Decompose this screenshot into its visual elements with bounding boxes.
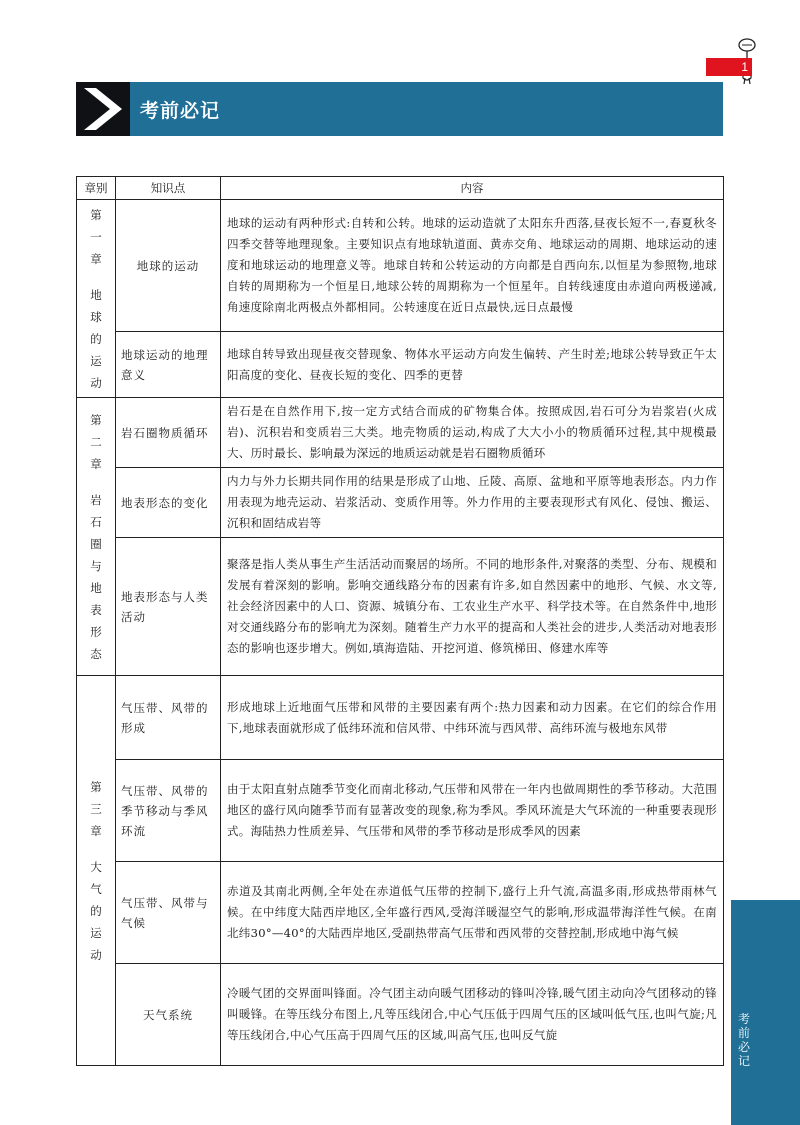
topic-cell: 天气系统 (116, 964, 221, 1066)
chapter-label: 第三章 大气的运动 (77, 676, 116, 1066)
content-cell: 形成地球上近地面气压带和风带的主要因素有两个:热力因素和动力因素。在它们的综合作用下,地球表面就形成了低纬环流和信风带、中纬环流与西风带、高纬环流与极地东风带 (221, 676, 724, 760)
content-cell: 由于太阳直射点随季节变化而南北移动,气压带和风带在一年内也做周期性的季节移动。大范围地区的盛行风向随季节而有显著改变的现象,称为季风。季风环流是大气环流的一种重要表现形式。海陆热力性质差异、气压带和风带的季节移动是形成季风的因素 (221, 760, 724, 862)
topic-cell: 气压带、风带的形成 (116, 676, 221, 760)
content-cell: 地球的运动有两种形式:自转和公转。地球的运动造就了太阳东升西落,昼夜长短不一,春夏秋冬四季交替等地理现象。主要知识点有地球轨道面、黄赤交角、地球运动的周期、地球运动的速度和地球运动的地理意义等。地球自转和公转运动的方向都是自西向东,以恒星为参照物,地球自转的周期称为一个恒星日,地球公转的周期称为一个恒星年。自转线速度由赤道向两极递减,角速度除南北两极点外都相同。公转速度在近日点最快,远日点最慢 (221, 200, 724, 332)
table-row (77, 200, 724, 332)
topic-cell: 地球运动的地理意义 (116, 332, 221, 398)
topic-cell: 地表形态的变化 (116, 468, 221, 538)
side-tab-label: 考前必记 (738, 1012, 751, 1068)
table-row (77, 398, 724, 468)
table-row (77, 862, 724, 964)
table-row (77, 964, 724, 1066)
table-row (77, 332, 724, 398)
header-chapter: 章别 (77, 177, 116, 200)
chevron-right-icon (76, 82, 130, 136)
table-header-row (77, 177, 724, 200)
chapter-label: 第二章 岩石圈与地表形态 (77, 398, 116, 676)
content-cell: 内力与外力长期共同作用的结果是形成了山地、丘陵、高原、盆地和平原等地表形态。内力作用表现为地壳运动、岩浆活动、变质作用等。外力作用的主要表现形式有风化、侵蚀、搬运、沉积和固结成岩等 (221, 468, 724, 538)
table-row (77, 676, 724, 760)
topic-cell: 岩石圈物质循环 (116, 398, 221, 468)
table-row (77, 538, 724, 676)
chapter-label: 第一章 地球的运动 (77, 200, 116, 398)
topic-cell: 地球的运动 (116, 200, 221, 332)
header-topic: 知识点 (116, 177, 221, 200)
knowledge-table (76, 176, 724, 1066)
table-row (77, 760, 724, 862)
header-content: 内容 (221, 177, 724, 200)
topic-cell: 气压带、风带与气候 (116, 862, 221, 964)
content-cell: 聚落是指人类从事生产生活活动而聚居的场所。不同的地形条件,对聚落的类型、分布、规模和发展有着深刻的影响。影响交通线路分布的因素有许多,如自然因素中的地形、气候、水文等,社会经济因素中的人口、资源、城镇分布、工农业生产水平、科学技术等。在自然条件中,地形对交通线路分布的影响尤为深刻。随着生产力水平的提高和人类社会的进步,人类活动对地表形态的影响也逐步增大。例如,填海造陆、开挖河道、修筑梯田、修建水库等 (221, 538, 724, 676)
page-number: 1 (706, 58, 752, 76)
content-cell: 冷暖气团的交界面叫锋面。冷气团主动向暖气团移动的锋叫冷锋,暖气团主动向冷气团移动的锋叫暖锋。在等压线分布图上,凡等压线闭合,中心气压低于四周气压的区域叫低气压,也叫气旋;凡等压线闭合,中心气压高于四周气压的区域,叫高气压,也叫反气旋 (221, 964, 724, 1066)
content-cell: 赤道及其南北两侧,全年处在赤道低气压带的控制下,盛行上升气流,高温多雨,形成热带雨林气候。在中纬度大陆西岸地区,全年盛行西风,受海洋暖湿空气的影响,形成温带海洋性气候。在南北纬30°—40°的大陆西岸地区,受副热带高气压带和西风带的交替控制,形成地中海气候 (221, 862, 724, 964)
topic-cell: 气压带、风带的季节移动与季风环流 (116, 760, 221, 862)
table-row (77, 468, 724, 538)
page-title: 考前必记 (140, 100, 221, 122)
content-cell: 地球自转导致出现昼夜交替现象、物体水平运动方向发生偏转、产生时差;地球公转导致正午太阳高度的变化、昼夜长短的变化、四季的更替 (221, 332, 724, 398)
topic-cell: 地表形态与人类活动 (116, 538, 221, 676)
content-cell: 岩石是在自然作用下,按一定方式结合而成的矿物集合体。按照成因,岩石可分为岩浆岩(火成岩)、沉积岩和变质岩三大类。地壳物质的运动,构成了大大小小的物质循环过程,其中规模最大、历时最长、影响最为深远的地质运动就是岩石圈物质循环 (221, 398, 724, 468)
